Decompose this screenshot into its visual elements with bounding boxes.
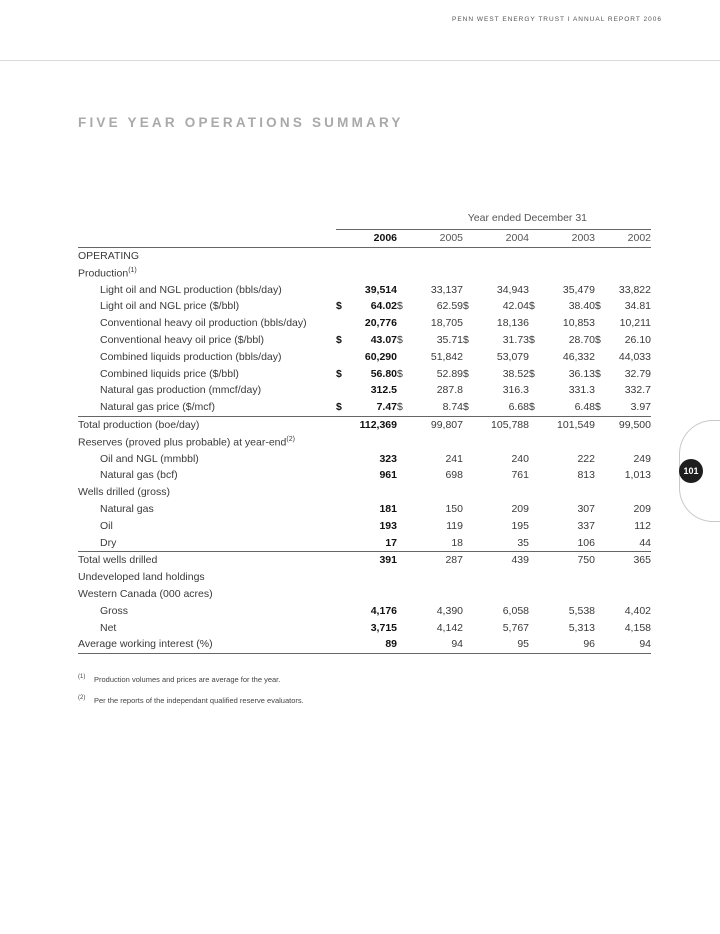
- currency-symbol: [529, 382, 549, 399]
- cell-2002: 34.81: [624, 300, 651, 313]
- cell-2002: 44,033: [618, 350, 651, 363]
- western-canada-heading-label: [78, 586, 651, 603]
- cell-2004: 6.68: [483, 399, 529, 416]
- currency-symbol: [595, 382, 615, 399]
- table-row: [78, 348, 651, 365]
- year-2002: 2002: [595, 229, 651, 247]
- cell-2003: 5,313: [568, 621, 595, 634]
- row-label: Dry: [78, 534, 336, 551]
- row-label: Natural gas (bcf): [100, 469, 178, 482]
- row-label: Conventional heavy oil production (bbls/day): [100, 317, 307, 330]
- currency-symbol: [463, 450, 483, 467]
- production-heading-note: (1): [128, 266, 137, 274]
- year-2003: 2003: [529, 229, 595, 247]
- cell-2003: 46,332: [562, 350, 595, 363]
- row-label: Oil and NGL (mmbbl): [100, 452, 199, 465]
- cell-2004: 38.52: [502, 367, 529, 380]
- cell-2004: 6,058: [502, 604, 529, 617]
- table-row: [78, 534, 651, 551]
- production-heading-text: Production: [78, 267, 129, 280]
- cell-2006: 39,514: [364, 283, 397, 296]
- section-operating-text: OPERATING: [78, 249, 140, 262]
- cell-2002: 94: [615, 636, 651, 653]
- cell-2006: 43.07: [370, 333, 397, 346]
- cell-2002: 209: [633, 502, 651, 515]
- cell-2002: 33,822: [618, 283, 651, 296]
- land-heading-label: [78, 569, 651, 586]
- cell-2006: 89: [350, 636, 397, 653]
- cell-2003: 307: [577, 502, 595, 515]
- currency-symbol: [463, 315, 483, 332]
- currency-symbol: [595, 348, 615, 365]
- currency-symbol: [595, 281, 615, 298]
- currency-symbol: [529, 467, 549, 484]
- row-label: Oil: [100, 519, 113, 532]
- currency-symbol: [595, 501, 615, 518]
- reserves-heading-text: Reserves (proved plus probable) at year-end: [78, 436, 287, 448]
- currency-symbol: [397, 636, 417, 653]
- table-row: [78, 332, 651, 349]
- row-label: Natural gas production (mmcf/day): [100, 384, 262, 397]
- currency-symbol: [397, 517, 417, 534]
- footnote-2-text: Per the reports of the independant qualified reserve evaluators.: [94, 696, 304, 705]
- currency-symbol: [529, 602, 549, 619]
- wells-heading-row: [78, 484, 651, 501]
- table-row: [78, 315, 651, 332]
- cell-2004: 105,788: [491, 418, 529, 431]
- currency-symbol: [397, 534, 417, 551]
- year-2005: 2005: [397, 229, 463, 247]
- page-number-badge: 101: [679, 459, 703, 483]
- row-label: Combined liquids price ($/bbl): [100, 367, 239, 380]
- currency-symbol: [463, 534, 483, 551]
- cell-2006: 64.02: [370, 300, 397, 313]
- currency-symbol: [463, 619, 483, 636]
- production-heading-label: [78, 264, 651, 281]
- currency-symbol: [336, 636, 350, 653]
- currency-symbol: [529, 315, 549, 332]
- footnote-1-text: Production volumes and prices are average for the year.: [94, 675, 281, 684]
- currency-symbol: [595, 416, 615, 433]
- currency-symbol: $: [336, 333, 342, 346]
- cell-2005: 8.74: [417, 399, 463, 416]
- cell-2003: 10,853: [562, 317, 595, 330]
- footnote-2-number: (2): [78, 695, 86, 701]
- row-label: Average working interest (%): [78, 636, 336, 653]
- cell-2006: 112,369: [359, 418, 397, 431]
- cell-2003: 6.48: [549, 399, 595, 416]
- currency-symbol: [397, 416, 417, 433]
- currency-symbol: $: [397, 399, 417, 416]
- cell-2002: 3.97: [615, 399, 651, 416]
- cell-2005: 4,142: [436, 621, 463, 634]
- cell-2002: 4,402: [624, 604, 651, 617]
- cell-2004: 195: [511, 519, 529, 532]
- year-caption-row: [78, 210, 651, 227]
- currency-symbol: [529, 636, 549, 653]
- currency-symbol: [336, 534, 350, 551]
- currency-symbol: $: [529, 300, 535, 313]
- currency-symbol: [397, 619, 417, 636]
- cell-2002: 4,158: [624, 621, 651, 634]
- currency-symbol: [463, 281, 483, 298]
- currency-symbol: $: [529, 333, 535, 346]
- currency-symbol: [463, 602, 483, 619]
- cell-2003: 5,538: [568, 604, 595, 617]
- currency-symbol: $: [529, 367, 535, 380]
- wells-heading-label: [78, 484, 651, 501]
- currency-symbol: [336, 467, 350, 484]
- table-row: [78, 399, 651, 416]
- table-row: [78, 602, 651, 619]
- header-rule: [0, 60, 720, 61]
- currency-symbol: [463, 416, 483, 433]
- currency-symbol: $: [336, 367, 342, 380]
- currency-symbol: [336, 382, 350, 399]
- currency-symbol: [397, 450, 417, 467]
- cell-2003: 38.40: [568, 300, 595, 313]
- currency-symbol: [529, 501, 549, 518]
- cell-2006: 391: [379, 554, 397, 567]
- cell-2003: 337: [577, 519, 595, 532]
- currency-symbol: [336, 602, 350, 619]
- land-heading-text: Undeveloped land holdings: [78, 571, 205, 584]
- row-label: Combined liquids production (bbls/day): [100, 350, 282, 363]
- currency-symbol: [397, 281, 417, 298]
- currency-symbol: [595, 619, 615, 636]
- cell-2006: 3,715: [370, 621, 397, 634]
- currency-symbol: $: [463, 300, 469, 313]
- cell-2004: 316.3: [502, 384, 529, 397]
- currency-symbol: [529, 619, 549, 636]
- cell-2005: 99,807: [430, 418, 463, 431]
- western-canada-heading-row: [78, 586, 651, 603]
- currency-symbol: [595, 534, 615, 551]
- currency-symbol: [336, 501, 350, 518]
- cell-2004: 95: [483, 636, 529, 653]
- table-row: [78, 382, 651, 399]
- cell-2006: 7.47: [350, 399, 397, 416]
- cell-2002: 1,013: [624, 469, 651, 482]
- row-label: Gross: [100, 604, 129, 617]
- currency-symbol: $: [397, 300, 403, 313]
- currency-symbol: $: [595, 300, 601, 313]
- cell-2003: 813: [577, 469, 595, 482]
- currency-symbol: [595, 517, 615, 534]
- cell-2005: 51,842: [430, 350, 463, 363]
- currency-symbol: [336, 517, 350, 534]
- currency-symbol: [336, 315, 350, 332]
- cell-2006: 60,290: [364, 350, 397, 363]
- cell-2002: 112: [634, 519, 651, 532]
- row-label: Light oil and NGL production (bbls/day): [100, 283, 282, 296]
- currency-symbol: [336, 348, 350, 365]
- currency-symbol: [336, 281, 350, 298]
- cell-2003: 101,549: [557, 418, 595, 431]
- operations-table: [78, 210, 651, 654]
- cell-2005: 4,390: [436, 604, 463, 617]
- cell-2005: 33,137: [430, 283, 463, 296]
- section-operating-label: [78, 247, 651, 264]
- wells-heading-text: Wells drilled (gross): [78, 486, 170, 499]
- cell-2006: 961: [379, 469, 397, 482]
- currency-symbol: [595, 551, 615, 568]
- cell-2004: 439: [511, 554, 529, 567]
- cell-2002: 32.79: [624, 367, 651, 380]
- currency-symbol: [595, 467, 615, 484]
- currency-symbol: [529, 551, 549, 568]
- cell-2005: 150: [445, 502, 463, 515]
- cell-2002: 44: [615, 534, 651, 551]
- currency-symbol: [336, 551, 350, 568]
- currency-symbol: [336, 619, 350, 636]
- table-row: [78, 619, 651, 636]
- currency-symbol: [463, 551, 483, 568]
- currency-symbol: [529, 517, 549, 534]
- currency-symbol: $: [529, 399, 549, 416]
- cell-2003: 750: [577, 554, 595, 567]
- row-label: Total wells drilled: [78, 554, 158, 567]
- footnote-1: [78, 668, 304, 689]
- cell-2004: 53,079: [496, 350, 529, 363]
- cell-2003: 222: [577, 452, 595, 465]
- currency-symbol: [397, 551, 417, 568]
- cell-2003: 96: [549, 636, 595, 653]
- running-head: PENN WEST ENERGY TRUST I ANNUAL REPORT 2006: [451, 16, 662, 23]
- cell-2006: 56.80: [370, 367, 397, 380]
- table-row: [78, 450, 651, 467]
- table-row: [78, 298, 651, 315]
- row-label: Total production (boe/day): [78, 418, 200, 431]
- currency-symbol: [463, 517, 483, 534]
- cell-2005: 698: [445, 469, 463, 482]
- cell-2006: 20,776: [364, 317, 397, 330]
- currency-symbol: [463, 501, 483, 518]
- currency-symbol: [336, 450, 350, 467]
- reserves-heading-label: [78, 433, 651, 450]
- reserves-heading-row: [78, 433, 651, 450]
- currency-symbol: $: [463, 367, 469, 380]
- currency-symbol: [397, 348, 417, 365]
- table-row: [78, 365, 651, 382]
- currency-symbol: [595, 315, 615, 332]
- page-title: FIVE YEAR OPERATIONS SUMMARY: [78, 115, 404, 130]
- cell-2005: 18,705: [430, 317, 463, 330]
- cell-2005: 62.59: [436, 300, 463, 313]
- currency-symbol: [463, 467, 483, 484]
- currency-symbol: $: [463, 399, 483, 416]
- cell-2004: 240: [511, 452, 529, 465]
- cell-2005: 35.71: [436, 333, 463, 346]
- currency-symbol: [397, 315, 417, 332]
- cell-2002: 99,500: [618, 418, 651, 431]
- cell-2006: 193: [379, 519, 397, 532]
- row-label: Conventional heavy oil price ($/bbl): [100, 333, 265, 346]
- working-interest-row: [78, 636, 651, 653]
- footnotes: [78, 668, 304, 710]
- row-label: Net: [100, 621, 117, 634]
- currency-symbol: $: [595, 367, 601, 380]
- currency-symbol: $: [336, 399, 350, 416]
- cell-2004: 5,767: [502, 621, 529, 634]
- currency-symbol: $: [595, 399, 615, 416]
- year-header-row: [78, 229, 651, 247]
- cell-2005: 287.8: [436, 384, 463, 397]
- currency-symbol: [397, 382, 417, 399]
- reserves-heading-note: (2): [286, 435, 295, 443]
- cell-2005: 119: [446, 519, 463, 532]
- currency-symbol: [529, 416, 549, 433]
- cell-2006: 4,176: [370, 604, 397, 617]
- cell-2004: 209: [511, 502, 529, 515]
- currency-symbol: [595, 450, 615, 467]
- cell-2005: 287: [445, 554, 463, 567]
- currency-symbol: $: [397, 367, 403, 380]
- cell-2006: 181: [379, 502, 397, 515]
- table-row: [78, 517, 651, 534]
- currency-symbol: $: [397, 333, 403, 346]
- currency-symbol: [529, 281, 549, 298]
- cell-2004: 31.73: [502, 333, 529, 346]
- land-heading-row: [78, 569, 651, 586]
- currency-symbol: [529, 534, 549, 551]
- currency-symbol: [529, 348, 549, 365]
- currency-symbol: $: [595, 333, 601, 346]
- cell-2004: 18,136: [496, 317, 529, 330]
- cell-2004: 42.04: [502, 300, 529, 313]
- section-operating-row: [78, 247, 651, 264]
- cell-2006: 17: [350, 534, 397, 551]
- row-label: Natural gas: [100, 502, 154, 515]
- cell-2002: 365: [633, 554, 651, 567]
- cell-2005: 94: [417, 636, 463, 653]
- cell-2002: 249: [633, 452, 651, 465]
- cell-2003: 35,479: [562, 283, 595, 296]
- cell-2004: 35: [483, 534, 529, 551]
- currency-symbol: [463, 348, 483, 365]
- currency-symbol: $: [336, 300, 342, 313]
- table-row: [78, 281, 651, 298]
- row-label: Natural gas price ($/mcf): [78, 399, 336, 416]
- western-canada-heading-text: Western Canada (000 acres): [78, 587, 213, 600]
- total-production-row: [78, 416, 651, 433]
- currency-symbol: [529, 450, 549, 467]
- currency-symbol: [397, 602, 417, 619]
- cell-2003: 331.3: [568, 384, 595, 397]
- cell-2005: 241: [445, 452, 463, 465]
- cell-2002: 26.10: [624, 333, 651, 346]
- table-row: [78, 501, 651, 518]
- row-label: Light oil and NGL price ($/bbl): [100, 300, 240, 313]
- production-heading-row: [78, 264, 651, 281]
- year-caption: Year ended December 31: [467, 212, 587, 225]
- cell-2006: 323: [379, 452, 397, 465]
- year-2006: 2006: [336, 229, 397, 247]
- cell-2002: 10,211: [619, 317, 651, 330]
- currency-symbol: [595, 636, 615, 653]
- currency-symbol: [336, 416, 350, 433]
- cell-2003: 106: [549, 534, 595, 551]
- footnote-1-number: (1): [78, 674, 86, 680]
- footnote-2: [78, 689, 304, 710]
- cell-2003: 36.13: [568, 367, 595, 380]
- cell-2005: 52.89: [436, 367, 463, 380]
- currency-symbol: $: [463, 333, 469, 346]
- cell-2003: 28.70: [568, 333, 595, 346]
- currency-symbol: [397, 501, 417, 518]
- currency-symbol: [595, 602, 615, 619]
- cell-2002: 332.7: [624, 384, 651, 397]
- cell-2006: 312.5: [370, 384, 397, 397]
- cell-2004: 761: [511, 469, 529, 482]
- currency-symbol: [397, 467, 417, 484]
- total-wells-row: [78, 551, 651, 568]
- table-row: [78, 467, 651, 484]
- currency-symbol: [463, 382, 483, 399]
- cell-2005: 18: [417, 534, 463, 551]
- currency-symbol: [463, 636, 483, 653]
- cell-2004: 34,943: [496, 283, 529, 296]
- year-2004: 2004: [463, 229, 529, 247]
